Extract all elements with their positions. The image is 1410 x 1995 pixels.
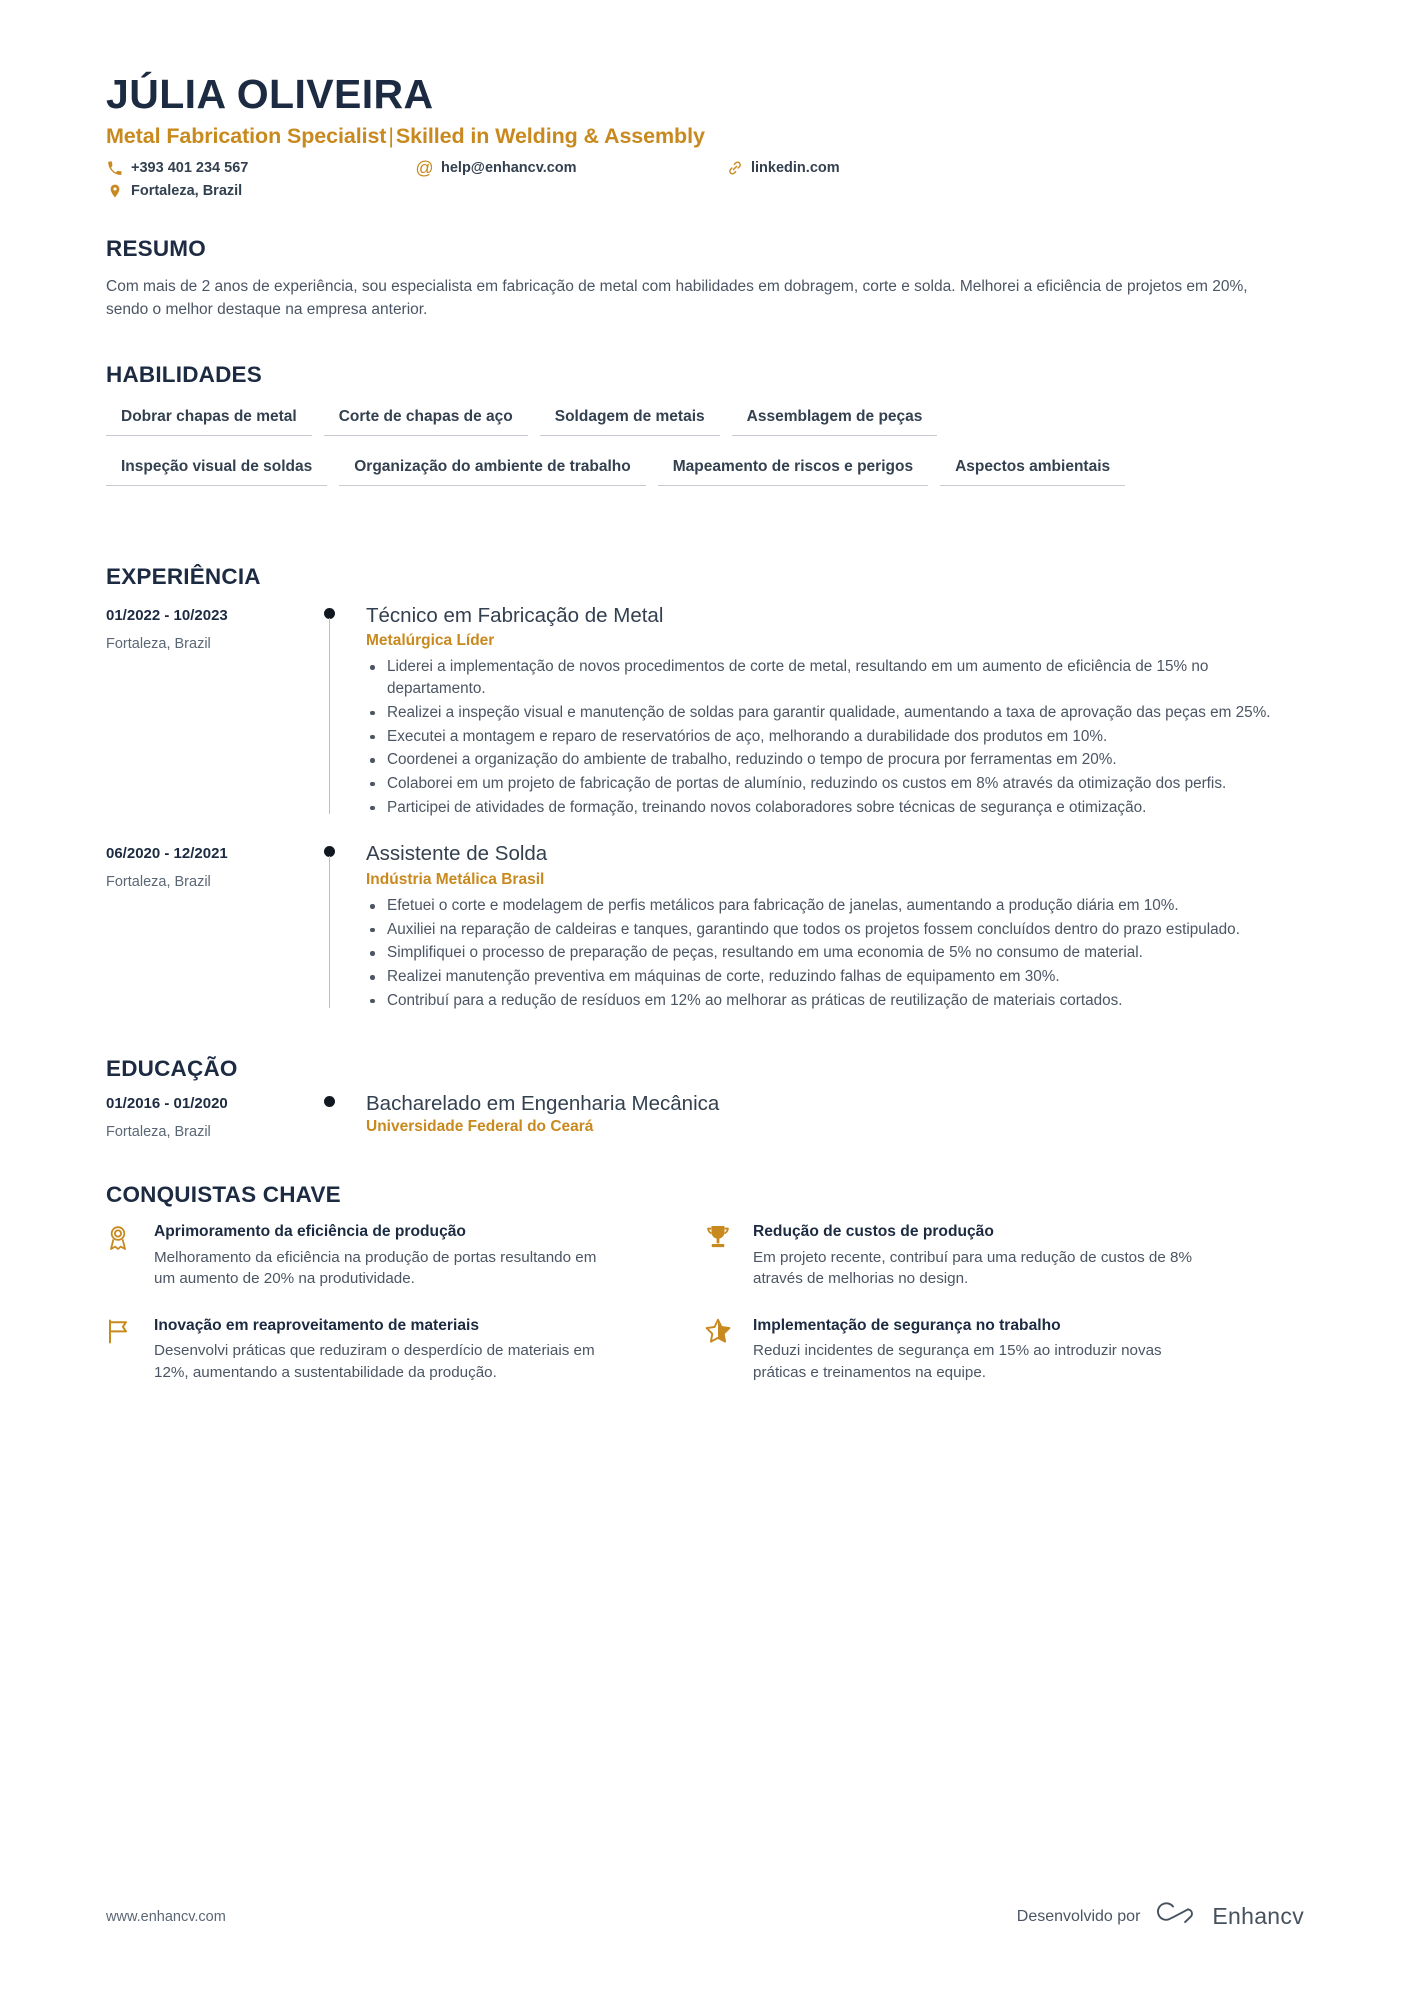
bullet-item: Realizei manutenção preventiva em máquinas de corte, reduzindo falhas de equipamento em 30%. [366, 966, 1304, 988]
education-meta [106, 1092, 306, 1143]
bullet-item: Coordenei a organização do ambiente de trabalho, reduzindo o tempo de procura por ferramentas em 20%. [366, 749, 1304, 771]
contact-link[interactable] [726, 160, 1026, 177]
flag-icon [106, 1316, 154, 1384]
timeline-line [329, 618, 330, 815]
skill-chip: Aspectos ambientais [940, 458, 1125, 486]
experience-location: Fortaleza, Brazil [106, 874, 211, 891]
footer-url[interactable]: www.enhancv.com [106, 1908, 226, 1925]
skill-chip: Assemblagem de peças [732, 408, 938, 436]
skill-chip: Mapeamento de riscos e perigos [658, 458, 928, 486]
education-entry [106, 1092, 1304, 1143]
achievement-item [705, 1222, 1304, 1290]
headline-left: Metal Fabrication Specialist [106, 123, 387, 148]
timeline-rail [306, 604, 366, 821]
timeline-line [329, 856, 330, 1007]
education-location: Fortaleza, Brazil [106, 1123, 211, 1140]
candidate-name: JÚLIA OLIVEIRA [106, 71, 434, 117]
contact-info [106, 160, 1304, 200]
achievement-item [106, 1222, 705, 1290]
contact-email-value: help@enhancv.com [441, 160, 577, 177]
experience-company: Metalúrgica Líder [366, 632, 495, 650]
skill-chip: Dobrar chapas de metal [106, 408, 312, 436]
experience-job-title: Assistente de Solda [366, 842, 548, 866]
section-title-experience: EXPERIÊNCIA [106, 563, 261, 589]
bullet-item: Efetuei o corte e modelagem de perfis metálicos para fabricação de janelas, aumentando a produção diária em 10%. [366, 895, 1304, 917]
section-title-skills: HABILIDADES [106, 361, 262, 387]
candidate-headline [106, 124, 1304, 149]
experience-job-title: Técnico em Fabricação de Metal [366, 603, 664, 627]
timeline-dot-icon [324, 1096, 335, 1107]
achievements-grid [106, 1222, 1304, 1409]
bullet-item: Participei de atividades de formação, treinando novos colaboradores sobre técnicas de segurança e otimização. [366, 797, 1304, 819]
contact-phone-value: +393 401 234 567 [131, 160, 249, 177]
experience-body [366, 842, 1304, 1013]
skills-list [106, 408, 1176, 508]
bullet-item: Executei a montagem e reparo de reservatórios de aço, melhorando a durabilidade dos produtos em 10%. [366, 726, 1304, 748]
experience-company: Indústria Metálica Brasil [366, 871, 545, 888]
footer-brand [1017, 1900, 1304, 1933]
achievement-title: Implementação de segurança no trabalho [753, 1316, 1061, 1334]
achievement-text [753, 1316, 1264, 1384]
enhancv-logo-icon [1153, 1900, 1199, 1933]
skill-chip: Organização do ambiente de trabalho [339, 458, 645, 486]
enhancv-brand-name: Enhancv [1212, 1903, 1304, 1929]
experience-location: Fortaleza, Brazil [106, 635, 211, 652]
bullet-item: Liderei a implementação de novos procedimentos de corte de metal, resultando em um aumento de eficiência de 15% no departamento. [366, 656, 1304, 699]
contact-email[interactable] [416, 160, 726, 177]
page-footer [106, 1900, 1304, 1933]
experience-meta [106, 604, 306, 821]
contact-link-value: linkedin.com [751, 160, 840, 177]
achievement-title: Aprimoramento da eficiência de produção [154, 1223, 466, 1241]
experience-date: 01/2022 - 10/2023 [106, 606, 228, 624]
skill-chip: Soldagem de metais [540, 408, 720, 436]
headline-right: Skilled in Welding & Assembly [395, 123, 705, 148]
contact-phone[interactable] [106, 160, 416, 177]
summary-text: Com mais de 2 anos de experiência, sou especialista em fabricação de metal com habilidades em dobragem, corte e solda. Melhorei a eficiência de projetos em 20%, sendo o melhor destaque na empresa anterior. [106, 277, 1248, 318]
experience-meta [106, 842, 306, 1013]
skill-chip: Inspeção visual de soldas [106, 458, 327, 486]
education-date: 01/2016 - 01/2020 [106, 1094, 228, 1112]
contact-row-primary [106, 160, 1304, 177]
skill-chip: Corte de chapas de aço [324, 408, 528, 436]
section-title-summary: RESUMO [106, 235, 206, 261]
award-medal-icon [106, 1222, 154, 1290]
achievement-text [753, 1222, 1264, 1290]
education-degree: Bacharelado em Engenharia Mecânica [366, 1091, 720, 1115]
achievement-description: Reduzi incidentes de segurança em 15% ao introduzir novas práticas e treinamentos na equipe. [753, 1342, 1162, 1381]
resume-header [106, 72, 1304, 200]
bullet-item: Auxiliei na reparação de caldeiras e tanques, garantindo que todos os projetos fossem concluídos dentro do prazo estipulado. [366, 919, 1304, 941]
trophy-icon [705, 1222, 753, 1290]
experience-body [366, 604, 1304, 821]
experience-entry [106, 842, 1304, 1013]
location-pin-icon [106, 183, 123, 200]
achievement-item [106, 1316, 705, 1384]
achievement-description: Em projeto recente, contribuí para uma redução de custos de 8% através de melhorias no design. [753, 1248, 1192, 1288]
contact-location-value: Fortaleza, Brazil [131, 183, 243, 200]
achievement-text [154, 1222, 665, 1290]
bullet-item: Contribuí para a redução de resíduos em 12% ao melhorar as práticas de reutilização de materiais cortados. [366, 990, 1304, 1012]
at-icon: @ [415, 158, 434, 179]
achievement-text [154, 1316, 665, 1384]
experience-date: 06/2020 - 12/2021 [106, 845, 228, 863]
timeline-rail [306, 842, 366, 1013]
education-body [366, 1092, 1304, 1143]
phone-icon [106, 160, 123, 177]
half-star-icon [705, 1316, 753, 1384]
education-school: Universidade Federal do Ceará [366, 1118, 594, 1136]
contact-row-secondary [106, 183, 1304, 200]
footer-developed-by: Desenvolvido por [1016, 1907, 1141, 1925]
achievement-title: Inovação em reaproveitamento de materiais [154, 1316, 480, 1334]
headline-divider: | [388, 123, 394, 148]
achievement-item [705, 1316, 1304, 1384]
bullet-item: Realizei a inspeção visual e manutenção de soldas para garantir qualidade, aumentando a taxa de aprovação das peças em 25%. [366, 702, 1304, 724]
achievement-description: Melhoramento da eficiência na produção de portas resultando em um aumento de 20% na produtividade. [154, 1248, 597, 1288]
experience-bullets [366, 656, 1304, 818]
bullet-item: Simplifiquei o processo de preparação de peças, resultando em uma economia de 5% no consumo de material. [366, 942, 1304, 964]
experience-bullets [366, 895, 1304, 1012]
section-title-achievements: CONQUISTAS CHAVE [106, 1182, 341, 1208]
bullet-item: Colaborei em um projeto de fabricação de portas de alumínio, reduzindo os custos em 8% através da otimização dos perfis. [366, 773, 1304, 795]
contact-location [106, 183, 416, 200]
achievement-description: Desenvolvi práticas que reduziram o desperdício de materiais em 12%, aumentando a sustentabilidade da produção. [154, 1342, 595, 1381]
achievement-title: Redução de custos de produção [753, 1223, 994, 1241]
section-title-education: EDUCAÇÃO [106, 1055, 238, 1081]
experience-entry [106, 604, 1304, 821]
timeline-rail [306, 1092, 366, 1143]
link-icon [726, 160, 743, 177]
